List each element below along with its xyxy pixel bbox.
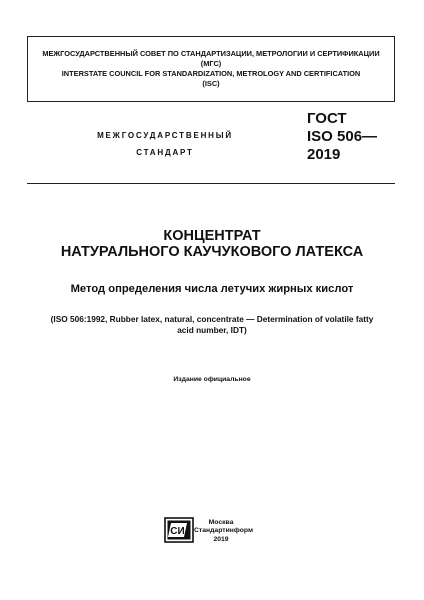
standard-designation [307, 110, 377, 164]
title-line2: НАТУРАЛЬНОГО КАУЧУКОВОГО ЛАТЕКСА [60, 244, 364, 260]
designation-line2: ISO 506— [307, 128, 378, 145]
document-subtitle: Метод определения числа летучих жирных кислот [70, 283, 354, 295]
edition-label: Издание официальное [173, 376, 251, 383]
council-name-en: INTERSTATE COUNCIL FOR STANDARDIZATION, METROLOGY AND CERTIFICATION [61, 69, 361, 78]
council-abbr-ru: (МГС) [200, 58, 222, 68]
logo-letters: СИ [170, 526, 185, 537]
standard-type-line2: СТАНДАРТ [136, 148, 194, 157]
council-name-ru: МЕЖГОСУДАРСТВЕННЫЙ СОВЕТ ПО СТАНДАРТИЗАЦИИ, МЕТРОЛОГИИ И СЕРТИФИКАЦИИ [42, 48, 380, 58]
designation-line3: 2019 [307, 146, 341, 163]
document-title [40, 228, 384, 260]
title-line1: КОНЦЕНТРАТ [163, 228, 261, 244]
designation-line1: ГОСТ [307, 110, 347, 127]
council-header-box [27, 36, 395, 102]
header-divider [27, 183, 395, 184]
publisher-imprint [194, 519, 253, 544]
iso-reference [40, 314, 384, 336]
publisher-name: Стандартинформ [194, 527, 253, 535]
iso-reference-line2: acid number, IDT) [177, 325, 247, 335]
standard-type [68, 127, 262, 161]
council-abbr-en: (ISC) [202, 79, 220, 89]
iso-reference-line1: (ISO 506:1992, Rubber latex, natural, concentrate — Determination of volatile fatty [50, 314, 374, 324]
standartinform-logo-icon [164, 517, 194, 543]
standard-type-line1: МЕЖГОСУДАРСТВЕННЫЙ [97, 131, 233, 140]
publisher-year: 2019 [213, 535, 229, 543]
publisher-city: Москва [208, 519, 234, 526]
